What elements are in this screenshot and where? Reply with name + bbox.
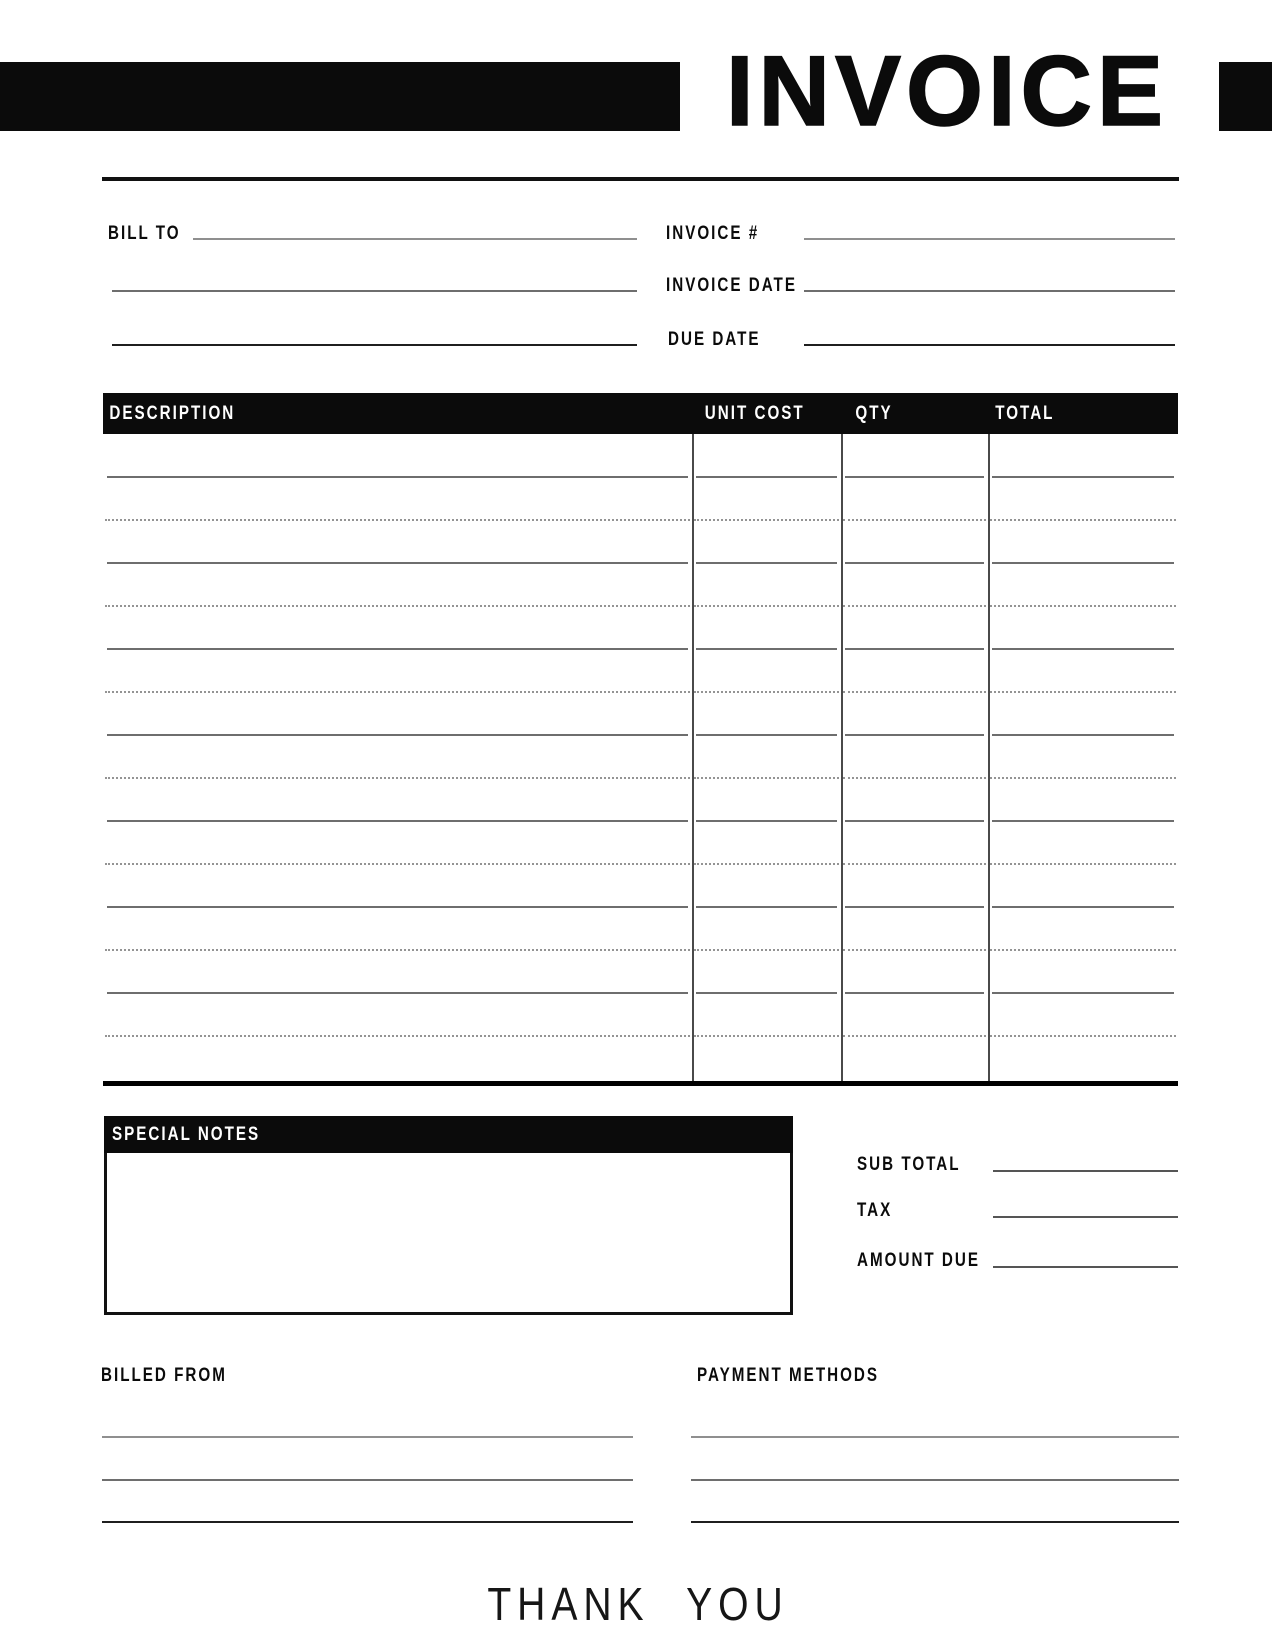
tax-line[interactable] — [993, 1216, 1178, 1218]
header-rule — [102, 177, 1179, 181]
table-cell[interactable] — [988, 821, 1178, 864]
table-cell[interactable] — [988, 477, 1178, 520]
table-cell[interactable] — [988, 778, 1178, 821]
billed-from-label: BILLED FROM — [101, 1365, 227, 1386]
header-bar — [0, 62, 680, 131]
table-row[interactable] — [103, 735, 1178, 778]
table-row[interactable] — [103, 1036, 1178, 1079]
payment-methods-line-1[interactable] — [691, 1436, 1179, 1438]
table-cell[interactable] — [988, 907, 1178, 950]
payment-methods-label: PAYMENT METHODS — [697, 1365, 880, 1386]
table-cell[interactable] — [988, 520, 1178, 563]
table-bottom-rule — [103, 1081, 1178, 1086]
table-row[interactable] — [103, 692, 1178, 735]
table-cell[interactable] — [103, 735, 692, 778]
invoice-date-line[interactable] — [804, 290, 1175, 292]
table-row[interactable] — [103, 606, 1178, 649]
table-header-row — [103, 393, 1178, 434]
table-cell[interactable] — [841, 735, 988, 778]
table-row[interactable] — [103, 778, 1178, 821]
table-cell[interactable] — [692, 950, 841, 993]
subtotal-line[interactable] — [993, 1170, 1178, 1172]
table-cell[interactable] — [841, 520, 988, 563]
header-cell-unit-cost: UNIT COST — [704, 402, 805, 424]
table-cell[interactable] — [103, 778, 692, 821]
table-row[interactable] — [103, 520, 1178, 563]
tax-label: TAX — [857, 1200, 893, 1221]
bill-to-line-1[interactable] — [193, 238, 637, 240]
column-separator-qty — [841, 434, 843, 1081]
table-cell[interactable] — [841, 434, 988, 477]
table-cell[interactable] — [841, 778, 988, 821]
table-row[interactable] — [103, 821, 1178, 864]
table-cell[interactable] — [103, 950, 692, 993]
table-cell[interactable] — [841, 563, 988, 606]
table-cell[interactable] — [988, 649, 1178, 692]
special-notes-header — [104, 1116, 793, 1153]
table-cell[interactable] — [103, 434, 692, 477]
table-cell[interactable] — [988, 434, 1178, 477]
table-cell[interactable] — [692, 864, 841, 907]
table-cell[interactable] — [692, 649, 841, 692]
invoice-date-label: INVOICE DATE — [666, 275, 797, 296]
table-cell[interactable] — [692, 692, 841, 735]
amount-due-line[interactable] — [993, 1266, 1178, 1268]
column-separator-total — [988, 434, 990, 1081]
table-cell[interactable] — [988, 692, 1178, 735]
table-cell[interactable] — [841, 864, 988, 907]
due-date-label: DUE DATE — [668, 329, 761, 350]
table-cell[interactable] — [692, 520, 841, 563]
table-cell[interactable] — [692, 778, 841, 821]
amount-due-label: AMOUNT DUE — [857, 1250, 981, 1271]
table-cell[interactable] — [103, 520, 692, 563]
special-notes-box[interactable] — [104, 1153, 793, 1315]
due-date-line[interactable] — [804, 344, 1175, 346]
special-notes-label: SPECIAL NOTES — [112, 1123, 261, 1145]
thank-you-text: THANK YOU — [486, 1578, 789, 1630]
table-cell[interactable] — [103, 692, 692, 735]
page-title: INVOICE — [726, 35, 1169, 146]
header-cell-total: TOTAL — [995, 402, 1055, 424]
table-cell[interactable] — [841, 950, 988, 993]
table-cell[interactable] — [103, 1036, 692, 1079]
table-cell[interactable] — [103, 907, 692, 950]
bill-to-label: BILL TO — [108, 223, 181, 244]
table-cell[interactable] — [103, 606, 692, 649]
subtotal-label: SUB TOTAL — [857, 1154, 961, 1175]
table-cell[interactable] — [841, 993, 988, 1036]
table-row[interactable] — [103, 477, 1178, 520]
table-row[interactable] — [103, 434, 1178, 477]
table-cell[interactable] — [103, 993, 692, 1036]
table-cell[interactable] — [988, 950, 1178, 993]
header-accent-square — [1219, 62, 1272, 131]
table-row[interactable] — [103, 649, 1178, 692]
table-row[interactable] — [103, 907, 1178, 950]
table-cell[interactable] — [692, 821, 841, 864]
table-cell[interactable] — [841, 821, 988, 864]
table-cell[interactable] — [692, 907, 841, 950]
table-cell[interactable] — [692, 606, 841, 649]
invoice-number-line[interactable] — [804, 238, 1175, 240]
table-cell[interactable] — [103, 563, 692, 606]
column-separator-unit-cost — [692, 434, 694, 1081]
table-cell[interactable] — [692, 434, 841, 477]
bill-to-line-3[interactable] — [112, 344, 637, 346]
table-cell[interactable] — [841, 692, 988, 735]
table-cell[interactable] — [692, 993, 841, 1036]
table-cell[interactable] — [103, 477, 692, 520]
table-cell[interactable] — [103, 821, 692, 864]
billed-from-line-3[interactable] — [102, 1521, 633, 1523]
table-cell[interactable] — [988, 993, 1178, 1036]
table-cell[interactable] — [841, 606, 988, 649]
invoice-number-label: INVOICE # — [666, 223, 760, 244]
payment-methods-line-3[interactable] — [691, 1521, 1179, 1523]
payment-methods-line-2[interactable] — [691, 1479, 1179, 1481]
table-cell[interactable] — [103, 649, 692, 692]
table-cell[interactable] — [988, 606, 1178, 649]
table-cell[interactable] — [692, 1036, 841, 1079]
billed-from-line-1[interactable] — [102, 1436, 633, 1438]
header-cell-qty: QTY — [855, 402, 893, 424]
table-cell[interactable] — [841, 1036, 988, 1079]
table-cell[interactable] — [988, 1036, 1178, 1079]
table-cell[interactable] — [841, 477, 988, 520]
table-cell[interactable] — [841, 907, 988, 950]
table-cell[interactable] — [692, 477, 841, 520]
table-cell[interactable] — [841, 649, 988, 692]
table-row[interactable] — [103, 993, 1178, 1036]
items-table — [103, 393, 1178, 1079]
table-cell[interactable] — [988, 563, 1178, 606]
table-cell[interactable] — [988, 735, 1178, 778]
bill-to-line-2[interactable] — [112, 290, 637, 292]
table-cell[interactable] — [103, 864, 692, 907]
table-cell[interactable] — [988, 864, 1178, 907]
table-row[interactable] — [103, 950, 1178, 993]
table-cell[interactable] — [692, 563, 841, 606]
billed-from-line-2[interactable] — [102, 1479, 633, 1481]
table-body — [103, 434, 1178, 1079]
header-cell-description: DESCRIPTION — [109, 402, 236, 424]
table-cell[interactable] — [692, 735, 841, 778]
table-row[interactable] — [103, 864, 1178, 907]
table-row[interactable] — [103, 563, 1178, 606]
